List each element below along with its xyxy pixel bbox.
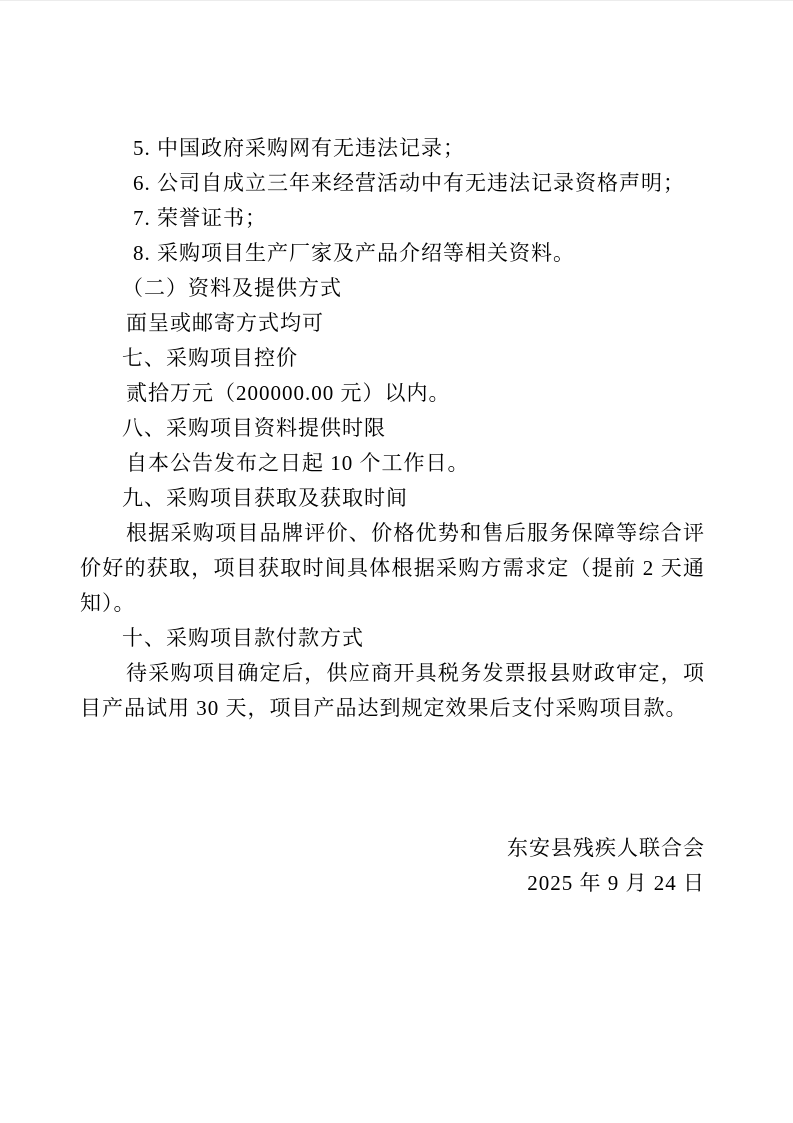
signature-block	[80, 831, 705, 901]
section-body-submission-deadline: 自本公告发布之日起 10 个工作日。	[126, 451, 470, 475]
signature-organization: 东安县残疾人联合会	[507, 836, 705, 860]
section-body-acquisition-time: 根据采购项目品牌评价、价格优势和售后服务保障等综合评价好的获取，项目获取时间具体根据采购方需求定（提前 2 天通知）。	[80, 521, 705, 615]
section-heading-acquisition-time: 九、采购项目获取及获取时间	[122, 487, 408, 510]
list-item-6: 6. 公司自成立三年来经营活动中有无违法记录资格声明；	[133, 171, 685, 195]
section-body-materials-and-delivery: 面呈或邮寄方式均可	[126, 311, 324, 335]
section-body-price-cap: 贰拾万元（200000.00 元）以内。	[126, 381, 451, 405]
signature-date: 2025 年 9 月 24 日	[527, 871, 705, 895]
list-item-5: 5. 中国政府采购网有无违法记录；	[133, 136, 465, 160]
section-heading-payment-method: 十、采购项目款付款方式	[122, 627, 364, 650]
section-heading-price-cap: 七、采购项目控价	[122, 347, 298, 370]
section-heading-materials-and-delivery: （二）资料及提供方式	[122, 277, 342, 300]
list-item-7: 7. 荣誉证书；	[133, 206, 267, 230]
list-item-8: 8. 采购项目生产厂家及产品介绍等相关资料。	[133, 241, 575, 265]
document-content	[80, 131, 705, 901]
section-heading-submission-deadline: 八、采购项目资料提供时限	[122, 417, 386, 440]
section-body-payment-method: 待采购项目确定后，供应商开具税务发票报县财政审定，项目产品试用 30 天，项目产品达到规定效果后支付采购项目款。	[80, 661, 705, 720]
